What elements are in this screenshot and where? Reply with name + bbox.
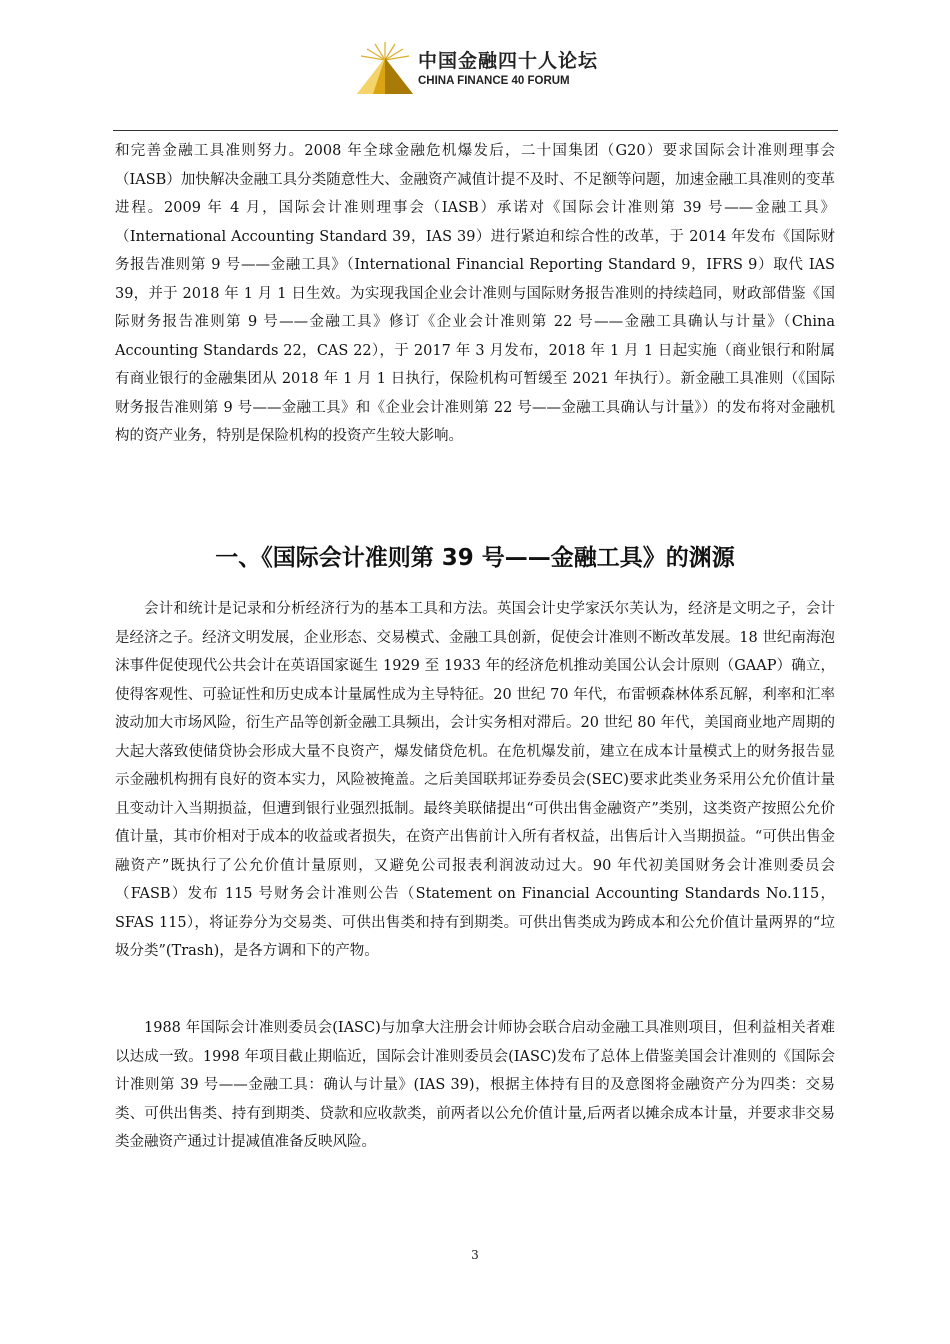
forum-logo-text [418,50,598,88]
body-paragraph: 和完善金融工具准则努力。2008 年全球金融危机爆发后，二十国集团（G20）要求国际会计准则理事会（IASB）加快解决金融工具分类随意性大、金融资产减值计提不及时、不足额等问题，加速金融工具准则的变革进程。2009 年 4 月，国际会计准则理事会（IASB）承诺对《国际会计准则第 39 号——金融工具》（International Accounting Standard 39，IAS 39）进行紧迫和综合性的改革，于 2014 年发布《国际财务报告准则第 9 号——金融工具》（International Financial Reporting Standard 9，IFRS 9）取代 IAS 39，并于 2018 年 1 月 1 日生效。为实现我国企业会计准则与国际财务报告准则的持续趋同，财政部借鉴《国际财务报告准则第 9 号——金融工具》修订《企业会计准则第 22 号——金融工具确认与计量》（China Accounting Standards 22，CAS 22），于 2017 年 3 月发布，2018 年 1 月 1 日起实施（商业银行和附属有商业银行的金融集团从 2018 年 1 月 1 日执行，保险机构可暂缓至 2021 年执行）。新金融工具准则（《国际财务报告准则第 9 号——金融工具》和《企业会计准则第 22 号——金融工具确认与计量》）的发布将对金融机构的资产业务，特别是保险机构的投资产生较大影响。 [115,143,835,444]
forum-name-english: CHINA FINANCE 40 FORUM [418,75,570,87]
forum-name-chinese: 中国金融四十人论坛 [418,50,599,72]
body-paragraph: 1988 年国际会计准则委员会(IASC)与加拿大注册会计师协会联合启动金融工具准则项目，但利益相关者难以达成一致。1998 年项目截止期临近，国际会计准则委员会(IASC)发布了总体上借鉴美国会计准则的《国际会计准则第 39 号——金融工具：确认与计量》(IAS 39)，根据主体持有目的及意图将金融资产分为四类：交易类、可供出售类、持有到期类、贷款和应收款类，前两者以公允价值计量,后两者以摊余成本计量，并要求非交易类金融资产通过计提减值准备反映风险。 [115,1020,835,1150]
body-paragraph: 会计和统计是记录和分析经济行为的基本工具和方法。英国会计史学家沃尔芙认为，经济是文明之子，会计是经济之子。经济文明发展，企业形态、交易模式、金融工具创新，促使会计准则不断改革发展。18 世纪南海泡沫事件促使现代公共会计在英语国家诞生 1929 至 1933 年的经济危机推动美国公认会计原则（GAAP）确立，使得客观性、可验证性和历史成本计量属性成为主导特征。20 世纪 70 年代，布雷顿森林体系瓦解，利率和汇率波动加大市场风险，衍生产品等创新金融工具频出，会计实务相对滞后。20 世纪 80 年代，美国商业地产周期的大起大落致使储贷协会形成大量不良资产，爆发储贷危机。在危机爆发前，建立在成本计量模式上的财务报告显示金融机构拥有良好的资本实力，风险被掩盖。之后美国联邦证券委员会(SEC)要求此类业务采用公允价值计量且变动计入当期损益，但遭到银行业强烈抵制。最终美联储提出“可供出售金融资产”类别，这类资产按照公允价值计量，其市价相对于成本的收益或者损失，在资产出售前计入所有者权益，出售后计入当期损益。“可供出售金融资产”既执行了公允价值计量原则，又避免公司报表利润波动过大。90 年代初美国财务会计准则委员会（FASB）发布 115 号财务会计准则公告（Statement on Financial Accounting Standards No.115，SFAS 115），将证券分为交易类、可供出售类和持有到期类。可供出售类成为跨成本和公允价值计量两界的“垃圾分类”(Trash)，是各方调和下的产物。 [115,601,835,959]
forum-logo-icon [355,40,415,98]
header-divider [113,130,838,131]
page-number: 3 [471,1248,479,1262]
section-heading: 一、《国际会计准则第 39 号——金融工具》的渊源 [215,545,735,571]
page-header [0,40,950,100]
